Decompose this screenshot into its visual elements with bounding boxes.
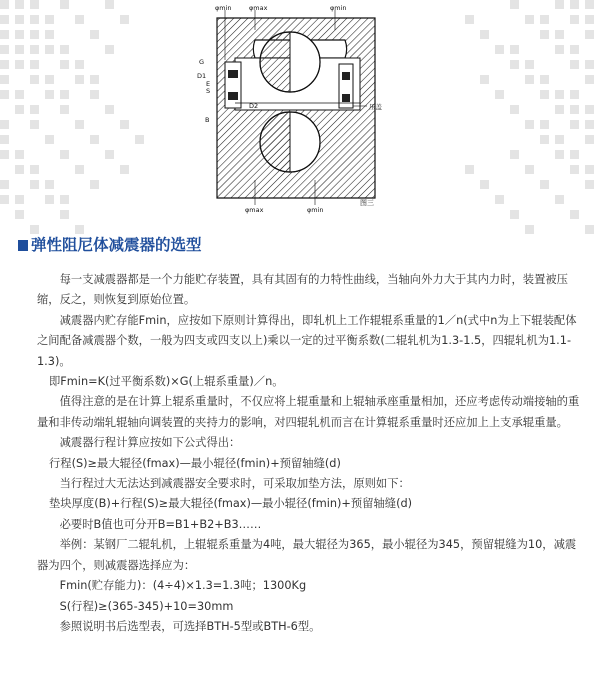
decor-square [105, 0, 114, 9]
label-s: S [206, 87, 211, 95]
decor-square [540, 90, 549, 99]
decor-square [45, 15, 54, 24]
paragraph-stroke-formula: 行程(S)≥最大辊径(fmax)—最小辊径(fmin)+预留轴缝(d) [49, 456, 341, 470]
decor-square [555, 195, 564, 204]
decor-square [570, 0, 579, 9]
decor-square [30, 180, 39, 189]
decor-square [570, 15, 579, 24]
decor-square [555, 30, 564, 39]
label-phi-max-top: φmax [249, 4, 268, 12]
decor-square [45, 195, 54, 204]
section-title: 弹性阻尼体减震器的选型 [31, 236, 202, 254]
decor-square [120, 120, 129, 129]
decor-square [75, 120, 84, 129]
paragraph-example: 举例：某钢厂二辊轧机，上辊辊系重量为4吨，最大辊径为365，最小辊径为345，预留辊缝为10，减震器为四个，则减震器选择应为： [37, 538, 577, 572]
paragraph-stroke-result: S(行程)≥(365-345)+10=30mm [59, 599, 234, 613]
decor-square [585, 0, 594, 9]
decor-square [495, 90, 504, 99]
decor-square [45, 45, 54, 54]
decor-square [585, 165, 594, 174]
decor-square [30, 45, 39, 54]
decor-square [45, 90, 54, 99]
decor-square [0, 120, 9, 129]
label-g: G [199, 58, 205, 66]
decor-square [585, 135, 594, 144]
decor-square [525, 120, 534, 129]
decor-square [540, 120, 549, 129]
decor-square [75, 60, 84, 69]
decor-square [510, 105, 519, 114]
paragraph-b-split: 必要时B值也可分开B=B1+B2+B3…… [59, 517, 262, 531]
decor-square [525, 60, 534, 69]
decor-square [570, 90, 579, 99]
decor-square [60, 0, 69, 9]
cross-section-figure [195, 0, 410, 215]
article-body [37, 270, 584, 637]
decor-square [525, 225, 534, 234]
section-heading [18, 233, 202, 255]
label-e: E [206, 80, 211, 88]
decor-square [30, 165, 39, 174]
decor-square [570, 165, 579, 174]
decor-square [480, 30, 489, 39]
decor-square [0, 135, 9, 144]
decor-square [0, 180, 9, 189]
decor-square [15, 150, 24, 159]
decor-square [585, 180, 594, 189]
decor-square [60, 210, 69, 219]
paragraph-weight-note: 值得注意的是在计算上辊系重量时，不仅应将上辊重量和上辊轴承座重量相加，还应考虑传动端接轴的重量和非传动端轧辊轴向调装置的夹持力的影响，对四辊轧机而言在计算辊系重量时还应加上上支承辊重量。 [37, 395, 580, 429]
decor-square [90, 135, 99, 144]
decor-square [120, 165, 129, 174]
decor-square [15, 195, 24, 204]
decor-square [540, 135, 549, 144]
decor-square [60, 90, 69, 99]
label-d2: D2 [249, 102, 259, 110]
decor-square [480, 75, 489, 84]
paragraph-model-choice: 参照说明书后选型表，可选择BTH-5型或BTH-6型。 [59, 619, 321, 633]
label-pressure-cap: 压盖 [369, 103, 382, 111]
label-d1: D1 [197, 72, 207, 80]
decor-square [585, 225, 594, 234]
decor-square [585, 30, 594, 39]
decor-square [525, 15, 534, 24]
decor-square [135, 135, 144, 144]
decor-square [585, 120, 594, 129]
paragraph-fmin-formula: 即Fmin=K(过平衡系数)×G(上辊系重量)／n。 [49, 375, 284, 389]
decor-square [555, 45, 564, 54]
decor-square [90, 90, 99, 99]
decor-square [45, 135, 54, 144]
decor-square [30, 75, 39, 84]
label-phi-min-top-right: φmin [330, 4, 347, 12]
decor-square [0, 0, 9, 9]
decor-square [15, 165, 24, 174]
decor-square [555, 150, 564, 159]
decor-square [0, 90, 9, 99]
decor-square [60, 195, 69, 204]
decor-square [30, 105, 39, 114]
decor-square [105, 45, 114, 54]
decor-square [75, 165, 84, 174]
decor-square [510, 210, 519, 219]
upper-roll [260, 32, 320, 92]
decor-square [60, 45, 69, 54]
decor-square [105, 150, 114, 159]
decor-square [585, 60, 594, 69]
right-damper [339, 64, 353, 108]
paragraph-stroke-intro: 减震器行程计算应按如下公式得出： [59, 436, 241, 450]
decor-square [15, 105, 24, 114]
lower-roll [260, 112, 320, 172]
decor-square [0, 75, 9, 84]
decor-square [75, 15, 84, 24]
decor-square [510, 150, 519, 159]
decor-square [15, 15, 24, 24]
decor-square [510, 60, 519, 69]
decor-square [465, 165, 474, 174]
decor-square [60, 60, 69, 69]
decor-square [555, 135, 564, 144]
decor-square [465, 15, 474, 24]
decor-square [0, 195, 9, 204]
decor-square [0, 60, 9, 69]
label-b: B [205, 116, 210, 124]
decor-square [15, 60, 24, 69]
decor-square [15, 90, 24, 99]
decor-square [60, 105, 69, 114]
decor-square [570, 210, 579, 219]
decor-square [540, 30, 549, 39]
decor-square [540, 180, 549, 189]
decor-square [15, 210, 24, 219]
decor-square [555, 0, 564, 9]
decor-square [540, 75, 549, 84]
decor-square [570, 45, 579, 54]
decor-square [90, 75, 99, 84]
decor-square [30, 60, 39, 69]
decor-square [120, 15, 129, 24]
decor-square [540, 15, 549, 24]
decor-square [570, 150, 579, 159]
left-damper [225, 62, 241, 108]
decor-square [495, 45, 504, 54]
decor-square [30, 15, 39, 24]
decor-square [525, 75, 534, 84]
label-phi-min-top-left: φmin [215, 4, 232, 12]
decor-square [0, 150, 9, 159]
decor-square [15, 30, 24, 39]
decor-square [45, 180, 54, 189]
decor-square [555, 90, 564, 99]
decor-square [510, 45, 519, 54]
decor-square [45, 75, 54, 84]
decor-square [75, 75, 84, 84]
decor-square [60, 150, 69, 159]
decor-square [480, 180, 489, 189]
decor-square [570, 120, 579, 129]
decor-square [105, 105, 114, 114]
decor-squares-left [0, 0, 150, 240]
decor-square [510, 0, 519, 9]
heading-square-marker [18, 240, 28, 251]
decor-square [90, 180, 99, 189]
decor-square [30, 0, 39, 9]
decor-square [585, 75, 594, 84]
decor-square [570, 105, 579, 114]
decor-square [570, 60, 579, 69]
decor-square [45, 30, 54, 39]
decor-square [585, 15, 594, 24]
decor-square [555, 105, 564, 114]
decor-square [495, 195, 504, 204]
decor-square [0, 30, 9, 39]
paragraph-shim-intro: 当行程过大无法达到减震器安全要求时，可采取加垫方法，原则如下： [59, 477, 410, 491]
decor-square [0, 15, 9, 24]
decor-squares-right [450, 0, 600, 240]
decor-square [525, 165, 534, 174]
decor-square [15, 45, 24, 54]
label-phi-max-bottom: φmax [245, 206, 264, 214]
label-phi-min-bottom: φmin [307, 206, 324, 214]
decor-square [15, 0, 24, 9]
paragraph-fmin-result: Fmin(贮存能力)：(4÷4)×1.3=1.3吨；1300Kg [59, 579, 307, 593]
paragraph-shim-formula: 垫块厚度(B)+行程(S)≥最大辊径(fmax)—最小辊径(fmin)+预留轴缝(d) [49, 497, 413, 511]
decor-square [0, 45, 9, 54]
figure-caption: 图三 [360, 199, 374, 207]
decor-square [585, 105, 594, 114]
decor-square [90, 30, 99, 39]
decor-square [30, 120, 39, 129]
decor-square [30, 30, 39, 39]
paragraph-intro: 每一支减震器都是一个力能贮存装置，具有其固有的力特性曲线，当轴向外力大于其内力时，装置被压缩，反之，则恢复到原始位置。 [37, 273, 568, 307]
paragraph-fmin-principle: 减震器内贮存能Fmin，应按如下原则计算得出，即轧机上工作辊辊系重量的1／n(式中n为上下辊装配体之间配备减震器个数，一般为四支或四支以上)乘以一定的过平衡系数(二辊轧机为1.3-1.5，四辊轧机为1.1-1.3)。 [37, 313, 577, 368]
